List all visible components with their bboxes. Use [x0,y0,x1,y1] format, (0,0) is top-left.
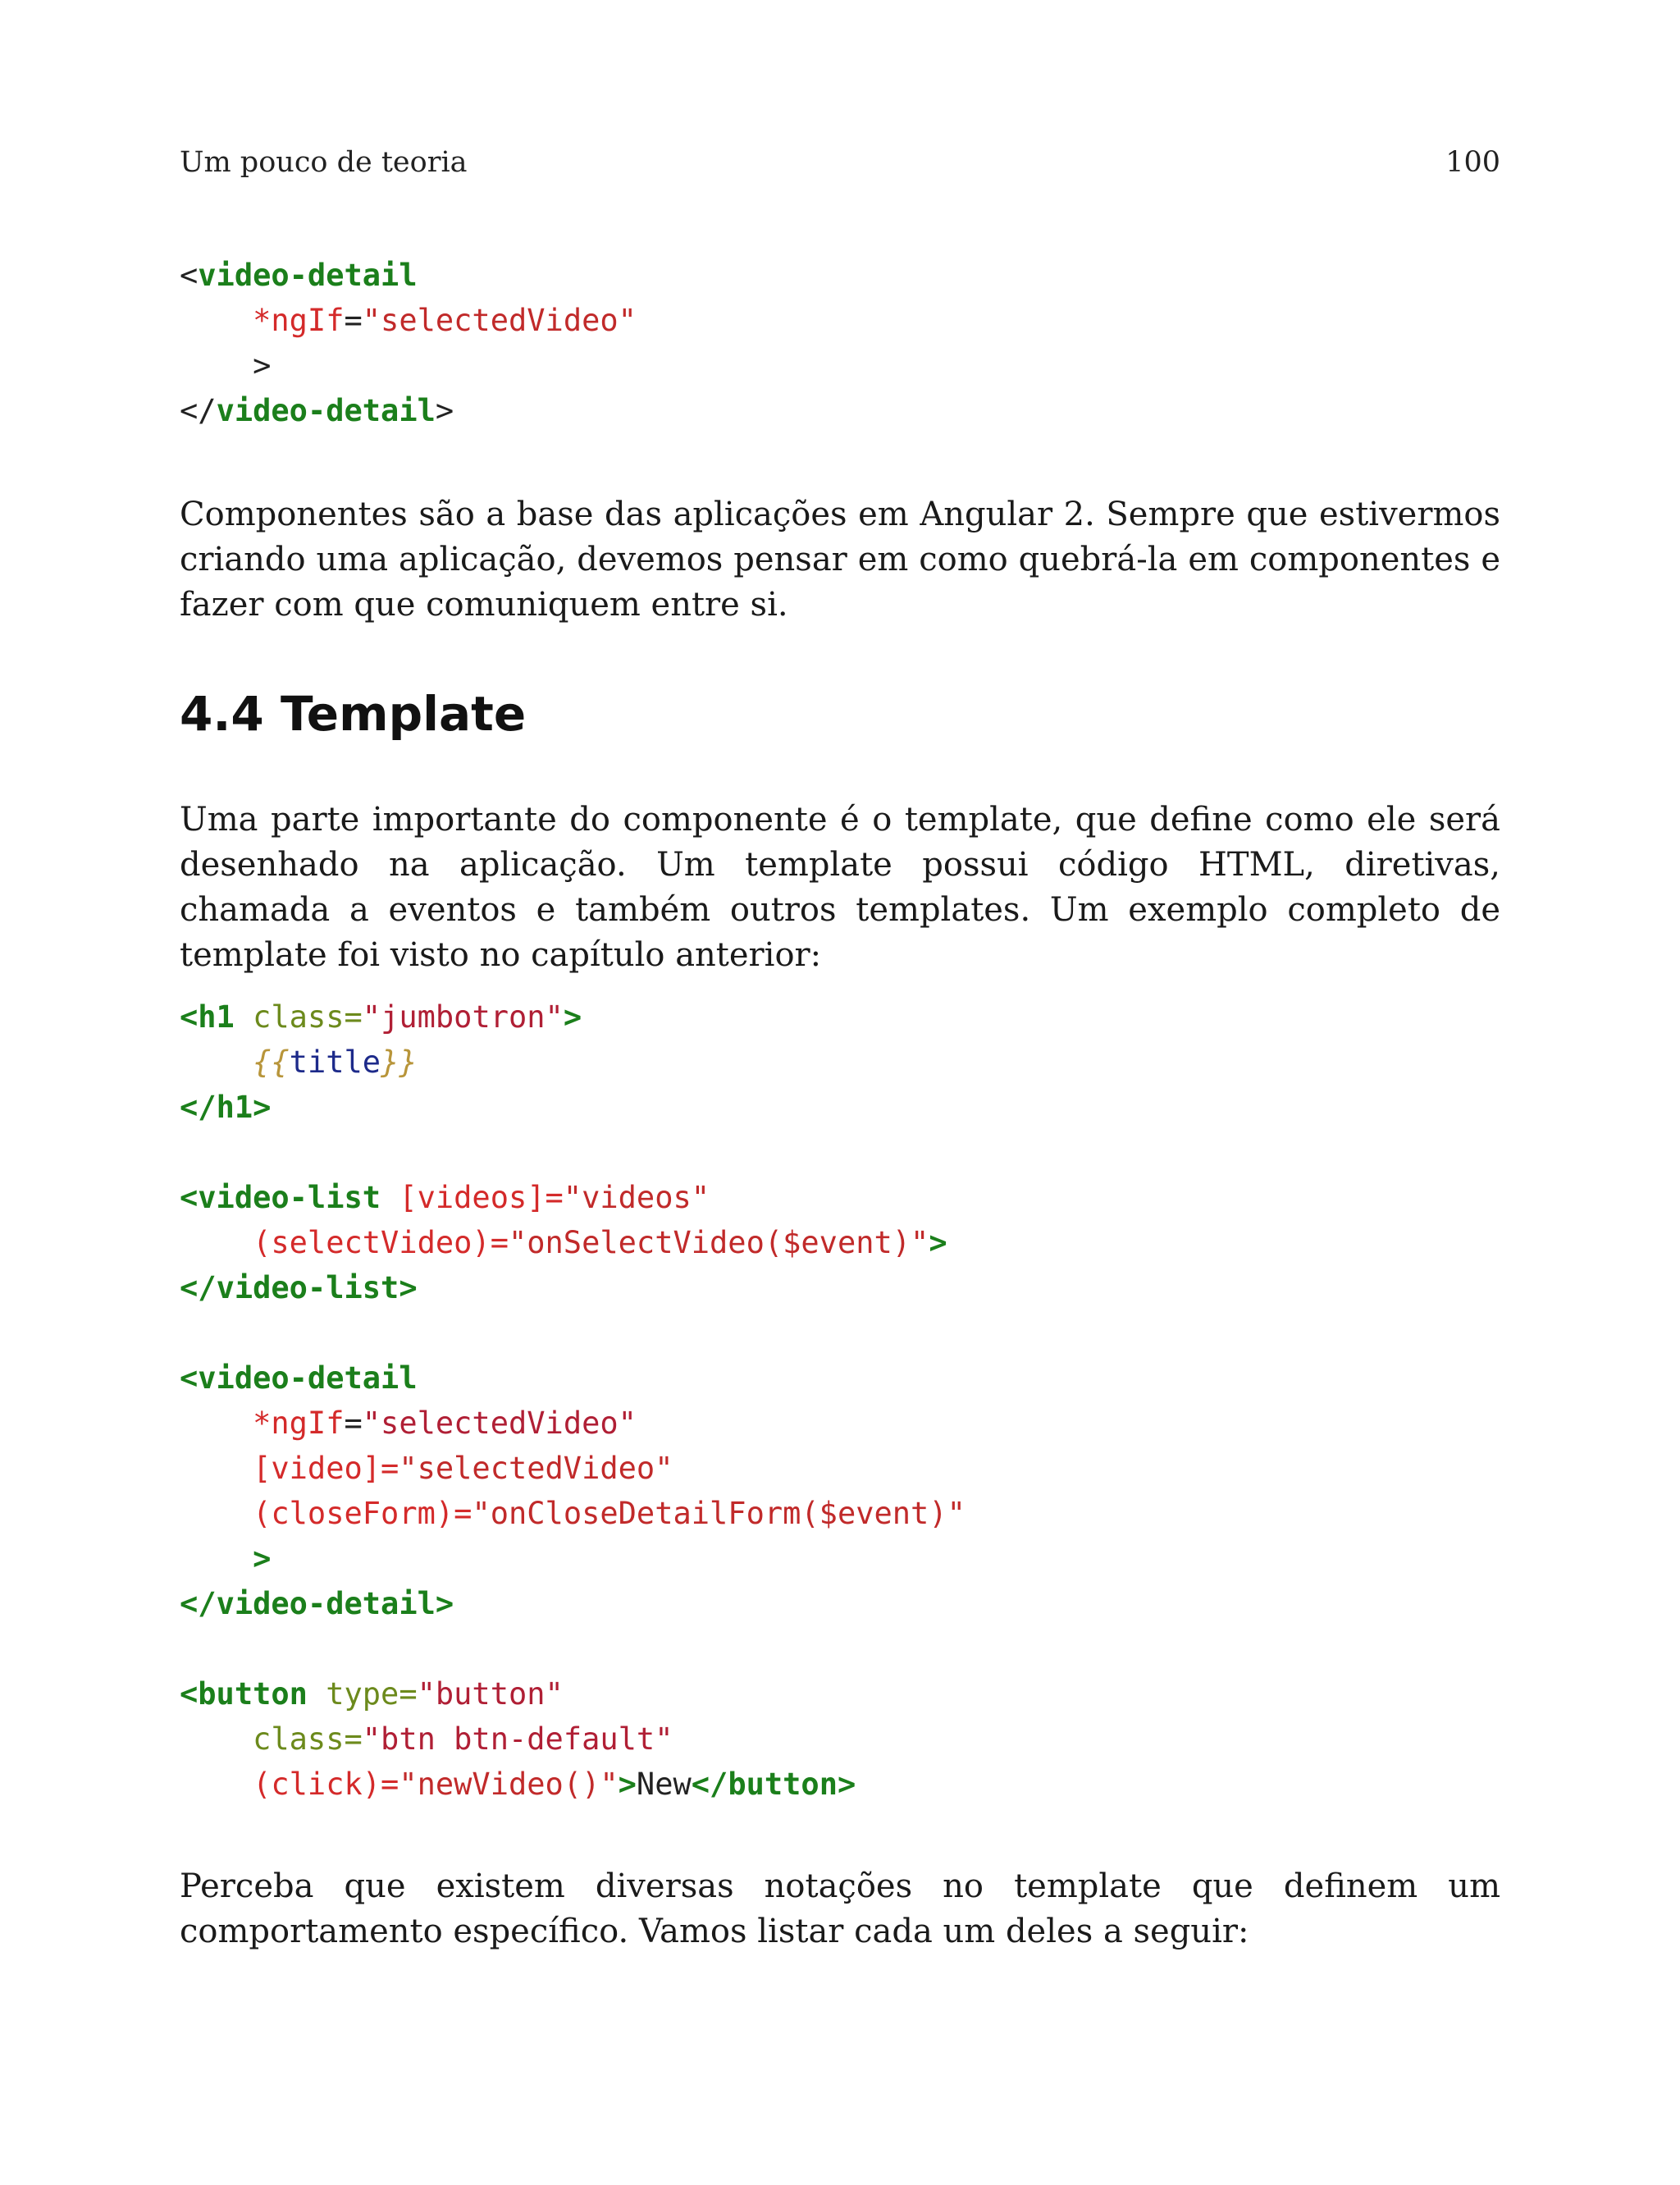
paragraph-notations: Perceba que existem diversas notações no template que definem um comportamento específico. Vamos listar cada um deles a seguir: [180,1867,1500,1950]
code-tag: button [728,1767,838,1802]
code-attribute: type [326,1676,399,1712]
code-string: "jumbotron" [362,999,564,1035]
code-tag: video-list [198,1180,381,1215]
section-heading: 4.4 Template [180,686,527,742]
code-tag: video-detail [198,1360,418,1396]
code-block-template: <h1 class="jumbotron"> {{title}} </h1> <video-list [videos]="videos" (selectVideo)="onSelectVideo($event)"> </video-list> <video-detail *ngIf="selectedVideo" [video]="selectedVideo" (closeForm)="onCloseDetailForm($event)" > </video-detail> <button type="button" class="btn btn-default" (click)="newVideo()">New</button> [180,999,966,1802]
code-attribute: (closeForm) [253,1496,454,1531]
code-attribute: *ngIf [253,303,345,338]
code-tag: video-list [216,1270,399,1305]
code-text: New [636,1767,692,1802]
code-identifier: title [289,1045,381,1080]
paragraph-components: Componentes são a base das aplicações em Angular 2. Sempre que estivermos criando uma aplicação, devemos pensar em como quebrá-la em componentes e fazer com que comuniquem entre si. [180,496,1500,624]
paragraph-template-intro: Uma parte importante do componente é o template, que define como ele será desenhado na aplicação. Um template possui código HTML, diretivas, chamada a eventos e também outros templates. Um exemplo completo de template foi visto no capítulo anterior: [180,801,1500,974]
page-number: 100 [1445,146,1500,179]
code-attribute: class [253,1721,345,1757]
code-string: "videos" [563,1180,710,1215]
code-string: "btn btn-default" [362,1721,673,1757]
code-bracket: > [253,348,272,383]
code-interp-open: {{ [253,1045,290,1080]
code-attribute: *ngIf [253,1406,345,1441]
code-attribute: (click) [253,1767,381,1802]
code-string: "selectedVideo" [399,1451,673,1486]
code-string: "onSelectVideo($event)" [508,1225,929,1260]
code-string: "selectedVideo" [362,1406,637,1441]
code-interp-close: }} [381,1045,418,1080]
code-string: "newVideo()" [399,1767,619,1802]
code-tag: video-detail [216,1586,436,1621]
code-attribute: [videos] [399,1180,546,1215]
code-attribute: class [253,999,345,1035]
code-string: "button" [417,1676,564,1712]
code-string: "selectedVideo" [362,303,637,338]
code-block-video-detail: <video-detail *ngIf="selectedVideo" > </video-detail> [180,258,637,428]
code-tag: video-detail [198,258,418,293]
code-tag: h1 [216,1090,253,1125]
code-string: "onCloseDetailForm($event)" [472,1496,966,1531]
code-tag: video-detail [216,393,436,428]
chapter-title: Um pouco de teoria [180,146,468,179]
running-header [180,146,1500,187]
code-attribute: [video] [253,1451,381,1486]
code-attribute: (selectVideo) [253,1225,491,1260]
code-tag: h1 [198,999,235,1035]
code-tag: button [198,1676,308,1712]
